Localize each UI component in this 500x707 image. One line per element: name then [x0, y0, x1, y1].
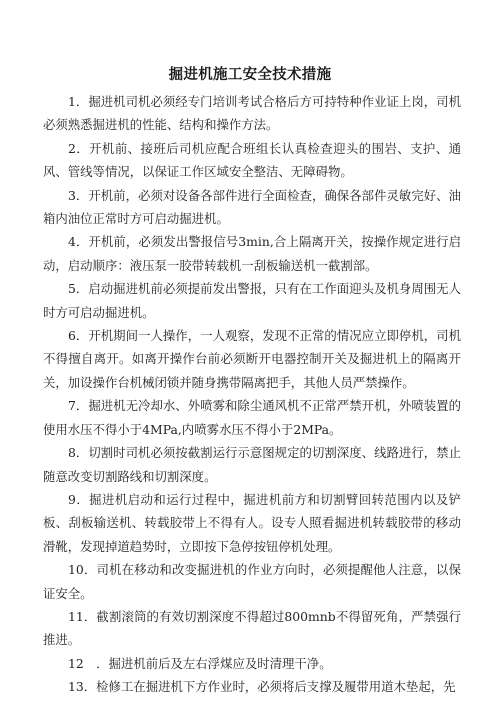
- paragraph-8: 8．切割时司机必须按截割运行示意图规定的切割深度、线路进行，禁止随意改变切割路线和切割深度。: [43, 445, 461, 484]
- paragraph-3: 3．开机前，必须对设备各部件进行全面检查，确保各部件灵敏完好、油箱内油位正常时方可启动掘进机。: [43, 187, 461, 227]
- paragraph-13: 13．检修工在掘进机下方作业时，必须将后支撑及履带用道木垫起，先: [68, 679, 456, 695]
- paragraph-7: 7．掘进机无冷却水、外喷雾和除尘通风机不正常严禁开机，外喷装置的使用水压不得小于4MPa,内喷雾水压不得小于2MPa。: [43, 398, 461, 437]
- document-body: [43, 90, 461, 699]
- paragraph-10: 10．司机在移动和改变掘进机的作业方向时，必须提醒他人注意，以保证安全。: [43, 562, 461, 601]
- paragraph-2: 2．开机前、接班后司机应配合班组长认真检查迎头的围岩、支护、通风、管线等情况，以保证工作区域安全整洁、无障碍物。: [43, 140, 461, 180]
- paragraph-6: 6．开机期间一人操作，一人观察，发现不正常的情况应立即停机，司机不得擅自离开。如离开操作台前必须断开电器控制开关及掘进机上的隔离开关，加设操作台机械闭锁并随身携带隔离把手，其他人员严禁操作。: [43, 328, 461, 390]
- paragraph-4: 4．开机前，必须发出警报信号3min,合上隔离开关，按操作规定进行启动，启动顺序：液压泵一胶带转载机一刮板输送机一截割部。: [43, 234, 461, 273]
- paragraph-9: 9．掘进机启动和运行过程中，掘进机前方和切割臂回转范围内以及铲板、刮板输送机、转载胶带上不得有人。设专人照看掘进机转载胶带的移动滑靴，发现掉道趋势时，立即按下急停按钮停机处理。: [43, 491, 461, 554]
- paragraph-11: 11．截割滚筒的有效切割深度不得超过800mnb不得留死角，严禁强行推进。: [43, 608, 461, 648]
- document-title: 掘进机施工安全技术措施: [168, 66, 332, 83]
- paragraph-5: 5．启动掘进机前必须提前发出警报，只有在工作面迎头及机身周围无人时方可启动掘进机。: [43, 281, 461, 320]
- paragraph-12: 12 ．掘进机前后及左右浮煤应及时清理干净。: [68, 655, 332, 671]
- paragraph-1: 1．掘进机司机必须经专门培训考试合格后方可持特种作业证上岗，司机必须熟悉掘进机的性能、结构和操作方法。: [43, 94, 461, 133]
